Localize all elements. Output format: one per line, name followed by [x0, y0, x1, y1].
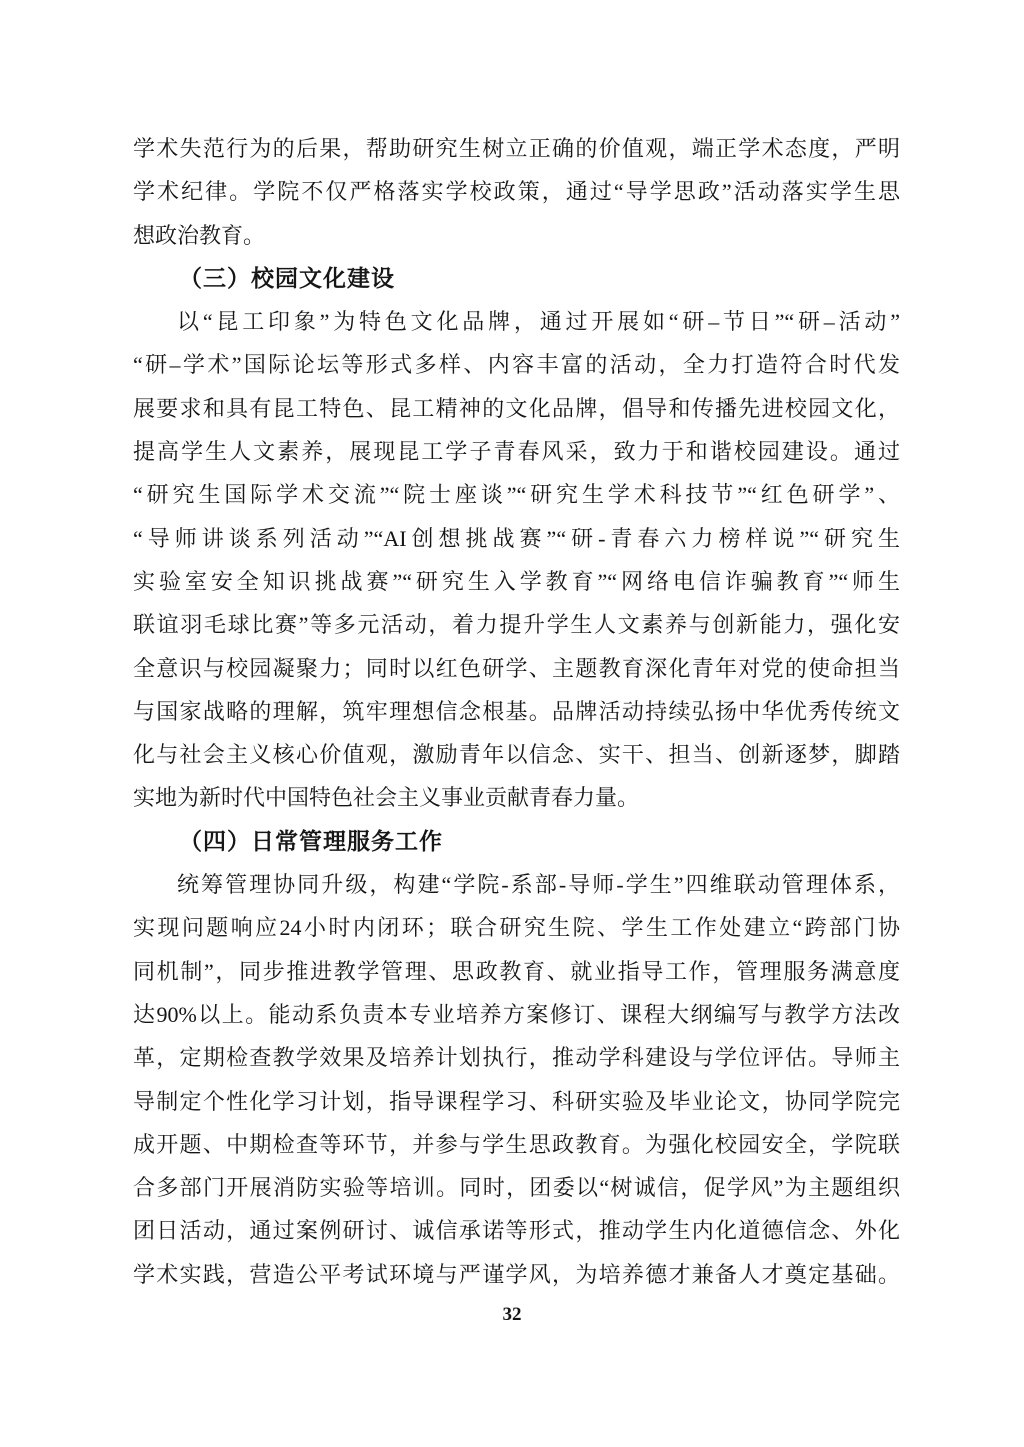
page-body — [133, 127, 900, 1296]
paragraph-line: 学术纪律。学院不仅严格落实学校政策，通过“导学思政”活动落实学生思 — [133, 179, 900, 205]
section-heading: （四）日常管理服务工作 — [179, 827, 443, 854]
paragraph-line: 合多部门开展消防实验等培训。同时，团委以“树诚信，促学风”为主题组织 — [133, 1175, 900, 1201]
paragraph-line: 全意识与校园凝聚力；同时以红色研学、主题教育深化青年对党的使命担当 — [133, 655, 900, 681]
paragraph-line: 实验室安全知识挑战赛”“研究生入学教育”“网络电信诈骗教育”“师生 — [133, 568, 900, 594]
paragraph-line: 化与社会主义核心价值观，激励青年以信念、实干、担当、创新逐梦，脚踏 — [133, 742, 900, 768]
paragraph-line: 联谊羽毛球比赛”等多元活动，着力提升学生人文素养与创新能力，强化安 — [133, 612, 900, 638]
paragraph-line: “导师讲谈系列活动”“AI创想挑战赛”“研-青春六力榜样说”“研究生 — [133, 525, 900, 551]
page-number: 32 — [502, 1304, 522, 1325]
paragraph-line: 与国家战略的理解，筑牢理想信念根基。品牌活动持续弘扬中华优秀传统文 — [133, 698, 900, 724]
paragraph-line: 导制定个性化学习计划，指导课程学习、科研实验及毕业论文，协同学院完 — [133, 1088, 900, 1114]
paragraph-line: 学术失范行为的后果，帮助研究生树立正确的价值观，端正学术态度，严明 — [133, 136, 900, 161]
paragraph-line: 实现问题响应24小时内闭环；联合研究生院、学生工作处建立“跨部门协 — [133, 915, 900, 941]
paragraph-line: 展要求和具有昆工特色、昆工精神的文化品牌，倡导和传播先进校园文化， — [133, 395, 900, 421]
section-heading: （三）校园文化建设 — [179, 264, 395, 291]
paragraph-line: 成开题、中期检查等环节，并参与学生思政教育。为强化校园安全，学院联 — [133, 1131, 900, 1157]
paragraph-line: 实地为新时代中国特色社会主义事业贡献青春力量。 — [133, 785, 640, 811]
paragraph-line: 学术实践，营造公平考试环境与严谨学风，为培养德才兼备人才奠定基础。 — [133, 1261, 900, 1287]
paragraph-line: 提高学生人文素养，展现昆工学子青春风采，致力于和谐校园建设。通过 — [133, 439, 900, 465]
paragraph-line: 想政治教育。 — [133, 222, 266, 248]
paragraph-line: 达90%以上。能动系负责本专业培养方案修订、课程大纲编写与教学方法改 — [133, 1001, 900, 1027]
paragraph-line: “研–学术”国际论坛等形式多样、内容丰富的活动，全力打造符合时代发 — [133, 352, 900, 378]
paragraph-line: 革，定期检查教学效果及培养计划执行，推动学科建设与学位评估。导师主 — [133, 1045, 900, 1071]
paragraph-line: 统筹管理协同升级，构建“学院-系部-导师-学生”四维联动管理体系， — [177, 872, 900, 898]
paragraph-line: 同机制”，同步推进教学管理、思政教育、就业指导工作，管理服务满意度 — [133, 958, 900, 984]
paragraph-line: “研究生国际学术交流”“院士座谈”“研究生学术科技节”“红色研学”、 — [133, 482, 900, 508]
paragraph-line: 以“昆工印象”为特色文化品牌，通过开展如“研–节日”“研–活动” — [177, 309, 900, 335]
paragraph-line: 团日活动，通过案例研讨、诚信承诺等形式，推动学生内化道德信念、外化 — [133, 1218, 900, 1244]
